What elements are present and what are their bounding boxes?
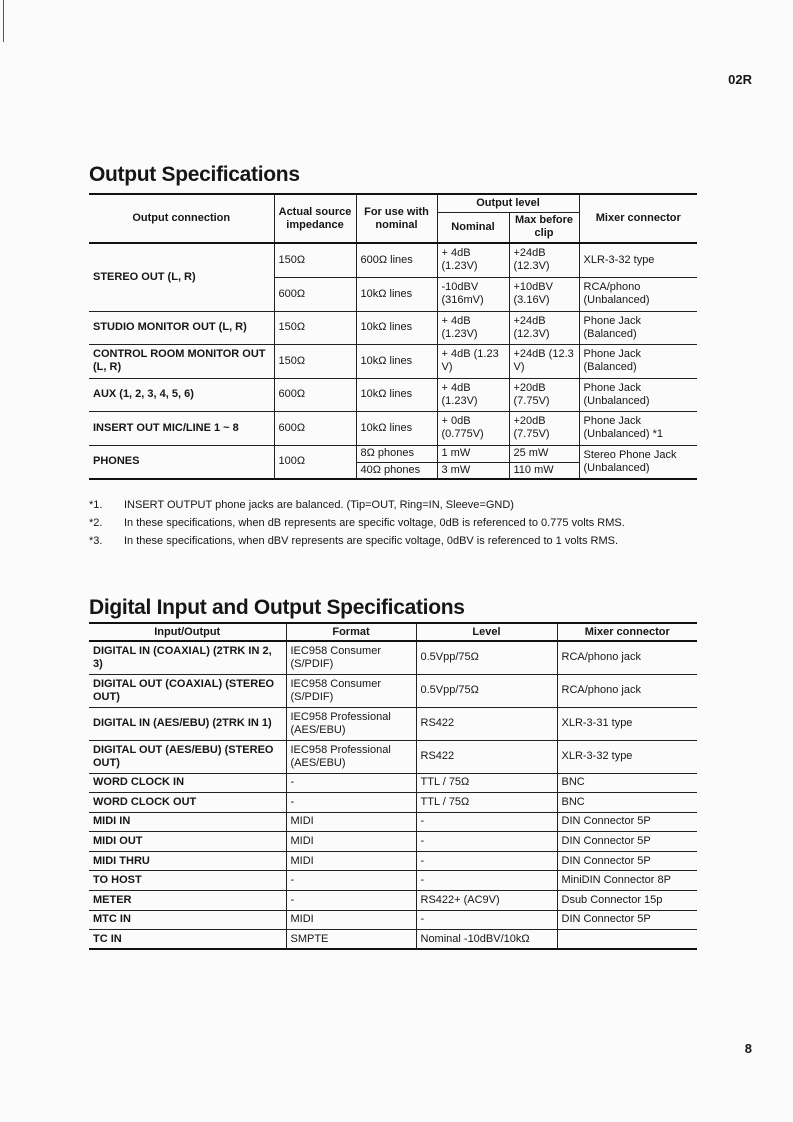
- footnote-text: INSERT OUTPUT phone jacks are balanced. (Tip=OUT, Ring=IN, Sleeve=GND): [124, 499, 514, 511]
- row-name: CONTROL ROOM MONITOR OUT (L, R): [89, 344, 274, 378]
- footnote: [89, 532, 625, 550]
- impedance-cell: 600Ω: [274, 411, 356, 445]
- format-cell: -: [286, 773, 416, 793]
- row-name: AUX (1, 2, 3, 4, 5, 6): [89, 378, 274, 411]
- nominal-cell: + 4dB (1.23V): [437, 378, 509, 411]
- footnote-text: In these specifications, when dB represents are specific voltage, 0dB is referenced to 0.775 volts RMS.: [124, 517, 625, 529]
- max-cell: +24dB (12.3V): [509, 311, 579, 344]
- table-row: [89, 812, 697, 832]
- level-cell: Nominal -10dBV/10kΩ: [416, 930, 557, 950]
- format-cell: -: [286, 871, 416, 891]
- use-cell: 10kΩ lines: [356, 311, 437, 344]
- max-cell: +10dBV (3.16V): [509, 277, 579, 311]
- io-cell: TC IN: [93, 932, 122, 945]
- format-cell: MIDI: [286, 851, 416, 871]
- connector-cell: DIN Connector 5P: [557, 910, 697, 930]
- header-output-connection: Output connection: [89, 194, 274, 243]
- header-nominal-use: For use with nominal: [356, 194, 437, 243]
- connector-cell: Phone Jack (Unbalanced) *1: [579, 411, 697, 445]
- connector-cell: Phone Jack (Unbalanced): [579, 378, 697, 411]
- max-cell: +24dB (12.3V): [509, 243, 579, 277]
- impedance-cell: 600Ω: [274, 378, 356, 411]
- footnote-mark: *1.: [89, 499, 103, 511]
- connector-cell: Phone Jack (Balanced): [579, 344, 697, 378]
- header-output-level: Output level: [437, 194, 579, 212]
- impedance-cell: 150Ω: [274, 311, 356, 344]
- level-cell: TTL / 75Ω: [416, 793, 557, 813]
- table-row: [89, 871, 697, 891]
- use-cell: 10kΩ lines: [356, 344, 437, 378]
- format-cell: IEC958 Consumer (S/PDIF): [286, 641, 416, 674]
- io-cell: DIGITAL OUT (COAXIAL) (STEREO OUT): [89, 674, 286, 707]
- format-cell: MIDI: [286, 812, 416, 832]
- max-cell: +20dB (7.75V): [509, 411, 579, 445]
- connector-cell: XLR-3-32 type: [579, 243, 697, 277]
- table-row: [89, 832, 697, 852]
- nominal-cell: + 4dB (1.23V): [437, 311, 509, 344]
- margin-line: [3, 0, 4, 42]
- output-specs-table: [89, 193, 697, 480]
- io-cell: MTC IN: [89, 910, 286, 930]
- connector-cell: DIN Connector 5P: [557, 832, 697, 852]
- level-cell: 0.5Vpp/75Ω: [416, 674, 557, 707]
- row-name: PHONES: [93, 455, 140, 468]
- footnote: [89, 514, 625, 532]
- connector-cell: RCA/phono jack: [557, 641, 697, 674]
- impedance-cell: 600Ω: [274, 277, 356, 311]
- table-row: [89, 910, 697, 930]
- format-cell: -: [286, 891, 416, 911]
- io-cell: DIGITAL IN (COAXIAL) (2TRK IN 2, 3): [89, 641, 286, 674]
- header-max-before-clip: Max before clip: [509, 212, 579, 243]
- row-name: STUDIO MONITOR OUT (L, R): [89, 311, 274, 344]
- level-cell: RS422: [416, 707, 557, 740]
- table-row: [89, 891, 697, 911]
- table-row: [89, 930, 697, 950]
- row-name: INSERT OUT MIC/LINE 1 ~ 8: [89, 411, 274, 445]
- format-cell: -: [286, 793, 416, 813]
- io-cell: DIGITAL OUT (AES/EBU) (STEREO OUT): [89, 740, 286, 773]
- format-cell: MIDI: [286, 832, 416, 852]
- connector-cell: BNC: [557, 793, 697, 813]
- io-cell: MIDI OUT: [89, 832, 286, 852]
- connector-cell: XLR-3-32 type: [557, 740, 697, 773]
- use-cell: 40Ω phones: [356, 462, 437, 479]
- page-number: 8: [744, 1041, 752, 1056]
- max-cell: +24dB (12.3 V): [509, 344, 579, 378]
- io-cell: MIDI IN: [89, 812, 286, 832]
- impedance-cell: 100Ω: [274, 445, 356, 479]
- max-cell: +20dB (7.75V): [509, 378, 579, 411]
- format-cell: IEC958 Consumer (S/PDIF): [286, 674, 416, 707]
- use-cell: 10kΩ lines: [356, 277, 437, 311]
- io-cell: TO HOST: [89, 871, 286, 891]
- output-specs-title: Output Specifications: [89, 163, 300, 186]
- footnote: [89, 496, 625, 514]
- format-cell: IEC958 Professional (AES/EBU): [286, 707, 416, 740]
- connector-cell: DIN Connector 5P: [557, 812, 697, 832]
- max-cell: 110 mW: [509, 462, 579, 479]
- level-cell: 0.5Vpp/75Ω: [416, 641, 557, 674]
- digital-specs-title: Digital Input and Output Specifications: [89, 596, 465, 619]
- level-cell: RS422+ (AC9V): [416, 891, 557, 911]
- header-format: Format: [286, 623, 416, 641]
- io-cell: DIGITAL IN (AES/EBU) (2TRK IN 1): [89, 707, 286, 740]
- table-row: [89, 707, 697, 740]
- nominal-cell: -10dBV (316mV): [437, 277, 509, 311]
- header-impedance: Actual source impedance: [274, 194, 356, 243]
- nominal-cell: 3 mW: [437, 462, 509, 479]
- io-cell: METER: [89, 891, 286, 911]
- connector-cell: MiniDIN Connector 8P: [557, 871, 697, 891]
- level-cell: -: [416, 812, 557, 832]
- io-cell: WORD CLOCK IN: [89, 773, 286, 793]
- connector-cell: XLR-3-31 type: [557, 707, 697, 740]
- io-cell: WORD CLOCK OUT: [89, 793, 286, 813]
- table-row: [89, 773, 697, 793]
- nominal-cell: + 4dB (1.23V): [437, 243, 509, 277]
- level-cell: TTL / 75Ω: [416, 773, 557, 793]
- table-row: [89, 740, 697, 773]
- use-cell: 8Ω phones: [356, 445, 437, 462]
- footnotes: [89, 496, 625, 550]
- nominal-cell: 1 mW: [437, 445, 509, 462]
- connector-cell: Dsub Connector 15p: [557, 891, 697, 911]
- table-row: [89, 793, 697, 813]
- footnote-mark: *2.: [89, 517, 103, 529]
- format-cell: IEC958 Professional (AES/EBU): [286, 740, 416, 773]
- header-mixer-connector: Mixer connector: [557, 623, 697, 641]
- format-cell: MIDI: [286, 910, 416, 930]
- level-cell: -: [416, 910, 557, 930]
- header-nominal: Nominal: [437, 212, 509, 243]
- level-cell: RS422: [416, 740, 557, 773]
- io-cell: MIDI THRU: [89, 851, 286, 871]
- connector-cell: RCA/phono (Unbalanced): [579, 277, 697, 311]
- max-cell: 25 mW: [509, 445, 579, 462]
- use-cell: 600Ω lines: [356, 243, 437, 277]
- header-input-output: Input/Output: [89, 623, 286, 641]
- connector-cell: Phone Jack (Balanced): [579, 311, 697, 344]
- row-name: STEREO OUT (L, R): [89, 243, 274, 311]
- level-cell: -: [416, 851, 557, 871]
- connector-cell: Stereo Phone Jack (Unbalanced): [579, 445, 697, 479]
- level-cell: -: [416, 832, 557, 852]
- nominal-cell: + 0dB (0.775V): [437, 411, 509, 445]
- table-row: [89, 851, 697, 871]
- level-cell: -: [416, 871, 557, 891]
- connector-cell: RCA/phono jack: [557, 674, 697, 707]
- footnote-mark: *3.: [89, 535, 103, 547]
- header-level: Level: [416, 623, 557, 641]
- header-mixer-connector: Mixer connector: [579, 194, 697, 243]
- connector-cell: [557, 930, 697, 950]
- table-row: [89, 641, 697, 674]
- use-cell: 10kΩ lines: [356, 378, 437, 411]
- nominal-cell: + 4dB (1.23 V): [437, 344, 509, 378]
- impedance-cell: 150Ω: [274, 243, 356, 277]
- format-cell: SMPTE: [286, 930, 416, 950]
- impedance-cell: 150Ω: [274, 344, 356, 378]
- connector-cell: DIN Connector 5P: [557, 851, 697, 871]
- table-row: [89, 674, 697, 707]
- use-cell: 10kΩ lines: [356, 411, 437, 445]
- digital-specs-table: [89, 622, 697, 950]
- footnote-text: In these specifications, when dBV represents are specific voltage, 0dBV is referenced to 1 volts RMS.: [124, 535, 619, 547]
- connector-cell: BNC: [557, 773, 697, 793]
- model-tag: 02R: [728, 72, 752, 87]
